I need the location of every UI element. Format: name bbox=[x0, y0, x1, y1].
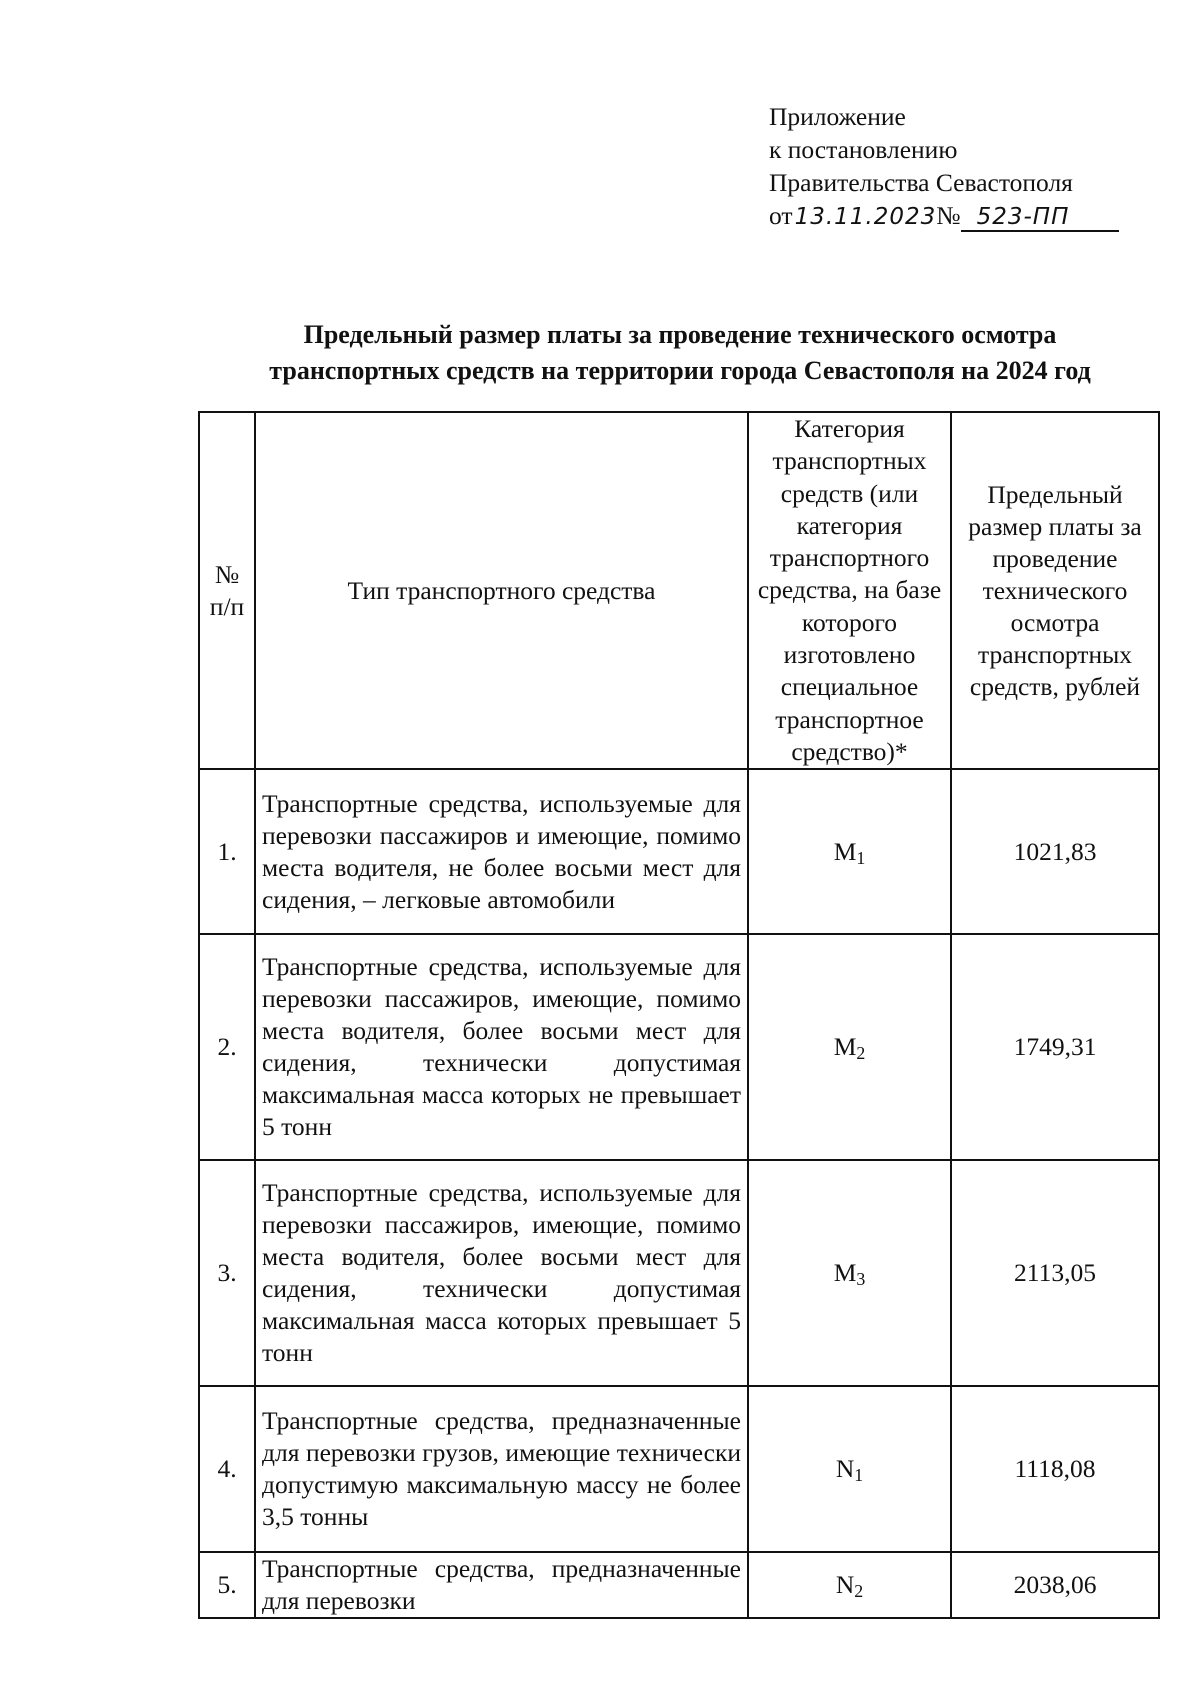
number-sign: № bbox=[936, 201, 961, 230]
category-letter: N bbox=[835, 1570, 855, 1600]
category-subscript: 1 bbox=[854, 1465, 864, 1486]
annex-date-line bbox=[769, 199, 1169, 234]
category-letter: M bbox=[833, 1258, 857, 1288]
category-subscript: 1 bbox=[856, 847, 866, 868]
row-category bbox=[748, 1552, 951, 1618]
header-category: Категория транспортных средств (или категория транспортного средства, на базе которого изготовлено специальное транспортное средство)* bbox=[748, 412, 951, 769]
header-type: Тип транспортного средства bbox=[255, 412, 748, 769]
table-header-row bbox=[199, 412, 1159, 769]
row-number: 3. bbox=[199, 1160, 255, 1386]
row-vehicle-type: Транспортные средства, предназначенные для перевозки грузов, имеющие технически допустимую максимальную массу не более 3,5 тонны bbox=[255, 1386, 748, 1552]
row-vehicle-type: Транспортные средства, используемые для перевозки пассажиров, имеющие, помимо места водителя, более восьми мест для сидения, технически допустимая максимальная масса которых превышает 5 тонн bbox=[255, 1160, 748, 1386]
category-subscript: 3 bbox=[856, 1269, 866, 1290]
table-row bbox=[199, 1552, 1159, 1618]
row-fee: 1118,08 bbox=[951, 1386, 1159, 1552]
handwritten-date: 13.11.2023 bbox=[794, 204, 937, 230]
header-no: № п/п bbox=[199, 412, 255, 769]
document-title bbox=[200, 317, 1160, 389]
category-letter: N bbox=[835, 1454, 855, 1484]
row-number: 4. bbox=[199, 1386, 255, 1552]
table-row bbox=[199, 1386, 1159, 1552]
table-row bbox=[199, 1160, 1159, 1386]
table-row bbox=[199, 934, 1159, 1160]
row-vehicle-type: Транспортные средства, используемые для перевозки пассажиров, имеющие, помимо места водителя, более восьми мест для сидения, технически допустимая максимальная масса которых не превышает 5 тонн bbox=[255, 934, 748, 1160]
handwritten-number: 523-ПП bbox=[961, 204, 1119, 232]
title-line-2: транспортных средств на территории города Севастополя на 2024 год bbox=[269, 356, 1091, 385]
row-fee: 2038,06 bbox=[951, 1552, 1159, 1618]
row-category bbox=[748, 1386, 951, 1552]
row-vehicle-type: Транспортные средства, используемые для перевозки пассажиров и имеющие, помимо места водителя, не более восьми мест для сидения, – легковые автомобили bbox=[255, 769, 748, 934]
row-fee: 1749,31 bbox=[951, 934, 1159, 1160]
row-number: 1. bbox=[199, 769, 255, 934]
category-letter: M bbox=[833, 1032, 857, 1062]
annex-line-2: к постановлению bbox=[769, 135, 958, 164]
row-number: 5. bbox=[199, 1552, 255, 1618]
category-letter: M bbox=[833, 836, 857, 866]
annex-line-3: Правительства Севастополя bbox=[769, 168, 1073, 197]
row-number: 2. bbox=[199, 934, 255, 1160]
row-fee: 1021,83 bbox=[951, 769, 1159, 934]
row-category bbox=[748, 934, 951, 1160]
from-label: от bbox=[769, 201, 793, 230]
header-fee: Предельный размер платы за проведение технического осмотра транспортных средств, рублей bbox=[951, 412, 1159, 769]
row-category bbox=[748, 1160, 951, 1386]
row-vehicle-type: Транспортные средства, предназначенные для перевозки bbox=[255, 1552, 748, 1618]
annex-block bbox=[769, 100, 1169, 234]
table-row bbox=[199, 769, 1159, 934]
category-subscript: 2 bbox=[854, 1581, 864, 1602]
fee-table bbox=[198, 411, 1160, 1619]
row-fee: 2113,05 bbox=[951, 1160, 1159, 1386]
title-line-1: Предельный размер платы за проведение технического осмотра bbox=[303, 320, 1057, 349]
annex-line-1: Приложение bbox=[769, 102, 906, 131]
row-category bbox=[748, 769, 951, 934]
category-subscript: 2 bbox=[856, 1043, 866, 1064]
